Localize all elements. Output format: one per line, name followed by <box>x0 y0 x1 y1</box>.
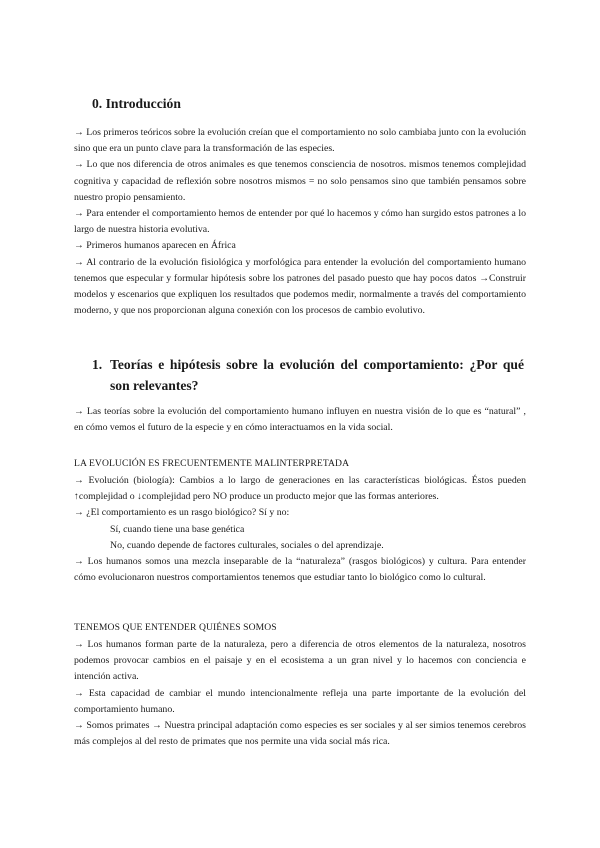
quienes-paragraph: → Somos primates → Nuestra principal adaptación como especies es ser sociales y al ser simios tenemos cerebros más complejos al del resto de primates que nos permite una vida social más rica. <box>74 720 526 748</box>
intro-paragraph: → Al contrario de la evolución fisiológica y morfológica para entender la evolución del comportamiento humano tenemos que especular y formular hipótesis sobre los patrones del pasado puesto que hay pocos datos →Construir modelos y escenarios que expliquen los resultados que podemos medir, normalmente a través del comportamiento moderno, y que nos proporcionan alguna conexión con los procesos de cambio evolutivo. <box>74 256 526 317</box>
intro-paragraph: → Primeros humanos aparecen en África <box>74 240 236 252</box>
section1-paragraph: → Las teorías sobre la evolución del comportamiento humano influyen en nuestra visión de lo que es “natural” , en cómo vemos el futuro de la especie y en cómo interactuamos en la vida social. <box>74 406 526 434</box>
question-paragraph: → ¿El comportamiento es un rasgo biológico? Sí y no: <box>74 507 290 519</box>
subsection-title-evolucion: LA EVOLUCIÓN ES FRECUENTEMENTE MALINTERPRETADA <box>74 458 350 469</box>
mezcla-paragraph: → Los humanos somos una mezcla inseparable de la “naturaleza” (rasgos biológicos) y cultura. Para entender cómo evolucionaron nuestros comportamientos tenemos que estudiar tanto lo biológico como lo cultural. <box>74 556 526 584</box>
intro-paragraph: → Lo que nos diferencia de otros animales es que tenemos consciencia de nosotros. mismos tenemos complejidad cognitiva y capacidad de reflexión sobre nosotros mismos = no solo pensamos sino que también pensamos sobre nuestro propio pensamiento. <box>74 159 526 203</box>
quienes-paragraph: → Los humanos forman parte de la naturaleza, pero a diferencia de otros elementos de la naturaleza, nosotros podemos provocar cambios en el paisaje y en el ecosistema a un gran nivel y lo hacemos con conciencia e intención activa. <box>74 639 526 683</box>
answer-no: No, cuando depende de factores culturales, sociales o del aprendizaje. <box>110 539 384 551</box>
heading-teorias <box>92 354 524 396</box>
intro-paragraph: → Para entender el comportamiento hemos de entender por qué lo hacemos y cómo han surgido estos patrones a lo largo de nuestra historia evolutiva. <box>74 208 526 236</box>
quienes-paragraph: → Esta capacidad de cambiar el mundo intencionalmente refleja una parte importante de la evolución del comportamiento humano. <box>74 687 526 715</box>
subsection-quienes-block <box>74 637 526 750</box>
section1-block <box>74 404 526 436</box>
answer-yes: Sí, cuando tiene una base genética <box>110 523 245 535</box>
heading-text: Teorías e hipótesis sobre la evolución del comportamiento: ¿Por qué son relevantes? <box>110 357 524 393</box>
subsection-title-quienes-somos: TENEMOS QUE ENTENDER QUIÉNES SOMOS <box>74 622 277 633</box>
subsection-evolucion-block <box>74 473 526 586</box>
intro-paragraph: → Los primeros teóricos sobre la evolución creían que el comportamiento no solo cambiaba junto con la evolución sino que era un punto clave para la transformación de las especies. <box>74 127 526 155</box>
evolucion-paragraph: → Evolución (biología): Cambios a lo largo de generaciones en las características biológicas. Éstos pueden ↑complejidad o ↓complejidad pero NO produce un producto mejor que las formas anteriores. <box>74 475 526 503</box>
heading-introduccion: 0. Introducción <box>92 96 181 111</box>
intro-block <box>74 125 526 319</box>
heading-number: 1. <box>92 357 103 372</box>
